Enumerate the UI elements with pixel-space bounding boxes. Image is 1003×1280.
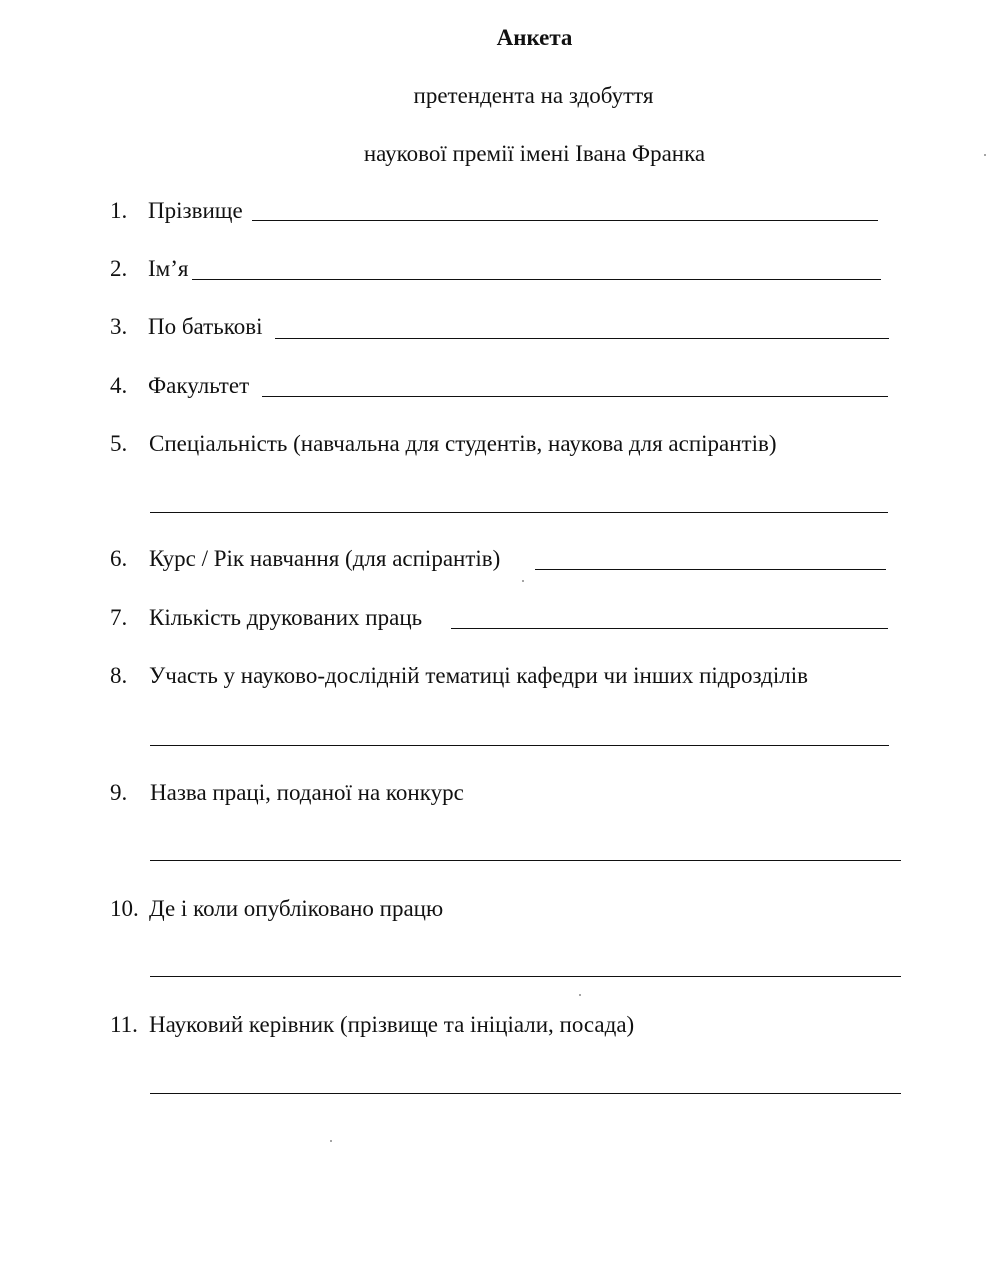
item-label: Прізвище	[148, 198, 243, 223]
item-number: 9.	[110, 780, 128, 805]
item-number: 8.	[110, 663, 128, 688]
publications-count-input-line[interactable]	[451, 628, 888, 629]
item-label: Курс / Рік навчання (для аспірантів)	[149, 546, 501, 571]
first-name-input-line[interactable]	[192, 279, 881, 280]
specialty-input-line[interactable]	[150, 512, 888, 513]
item-number: 1.	[110, 198, 128, 223]
publication-details-input-line[interactable]	[150, 976, 901, 977]
form-title: Анкета	[496, 25, 573, 50]
work-title-input-line[interactable]	[150, 860, 901, 861]
item-label: По батькові	[148, 314, 263, 339]
item-label: Де і коли опубліковано працю	[149, 896, 444, 921]
item-number: 4.	[110, 373, 128, 398]
scan-speck	[522, 580, 524, 582]
item-number: 5.	[110, 431, 128, 456]
item-label: Назва праці, поданої на конкурс	[150, 780, 464, 805]
item-label: Науковий керівник (прізвище та ініціали, посада)	[149, 1012, 635, 1037]
item-label: Участь у науково-дослідній тематиці кафедри чи інших підрозділів	[149, 663, 809, 688]
form-subtitle-line-1: претендента на здобуття	[413, 83, 654, 108]
item-number: 6.	[110, 546, 128, 571]
item-label: Спеціальність (навчальна для студентів, наукова для аспірантів)	[149, 431, 777, 456]
item-label: Факультет	[148, 373, 250, 398]
scan-speck	[330, 1140, 332, 1142]
item-label: Ім’я	[148, 256, 189, 281]
surname-input-line[interactable]	[252, 220, 878, 221]
scan-speck	[579, 994, 581, 996]
year-of-study-input-line[interactable]	[535, 569, 886, 570]
item-number: 7.	[110, 605, 128, 630]
item-number: 10.	[110, 896, 139, 921]
patronymic-input-line[interactable]	[275, 338, 889, 339]
item-number: 2.	[110, 256, 128, 281]
form-subtitle-line-2: наукової премії імені Івана Франка	[363, 141, 706, 166]
research-participation-input-line[interactable]	[150, 745, 889, 746]
item-number: 11.	[110, 1012, 138, 1037]
item-number: 3.	[110, 314, 128, 339]
faculty-input-line[interactable]	[262, 396, 888, 397]
item-label: Кількість друкованих праць	[149, 605, 423, 630]
supervisor-input-line[interactable]	[150, 1093, 901, 1094]
scan-speck	[984, 154, 986, 156]
